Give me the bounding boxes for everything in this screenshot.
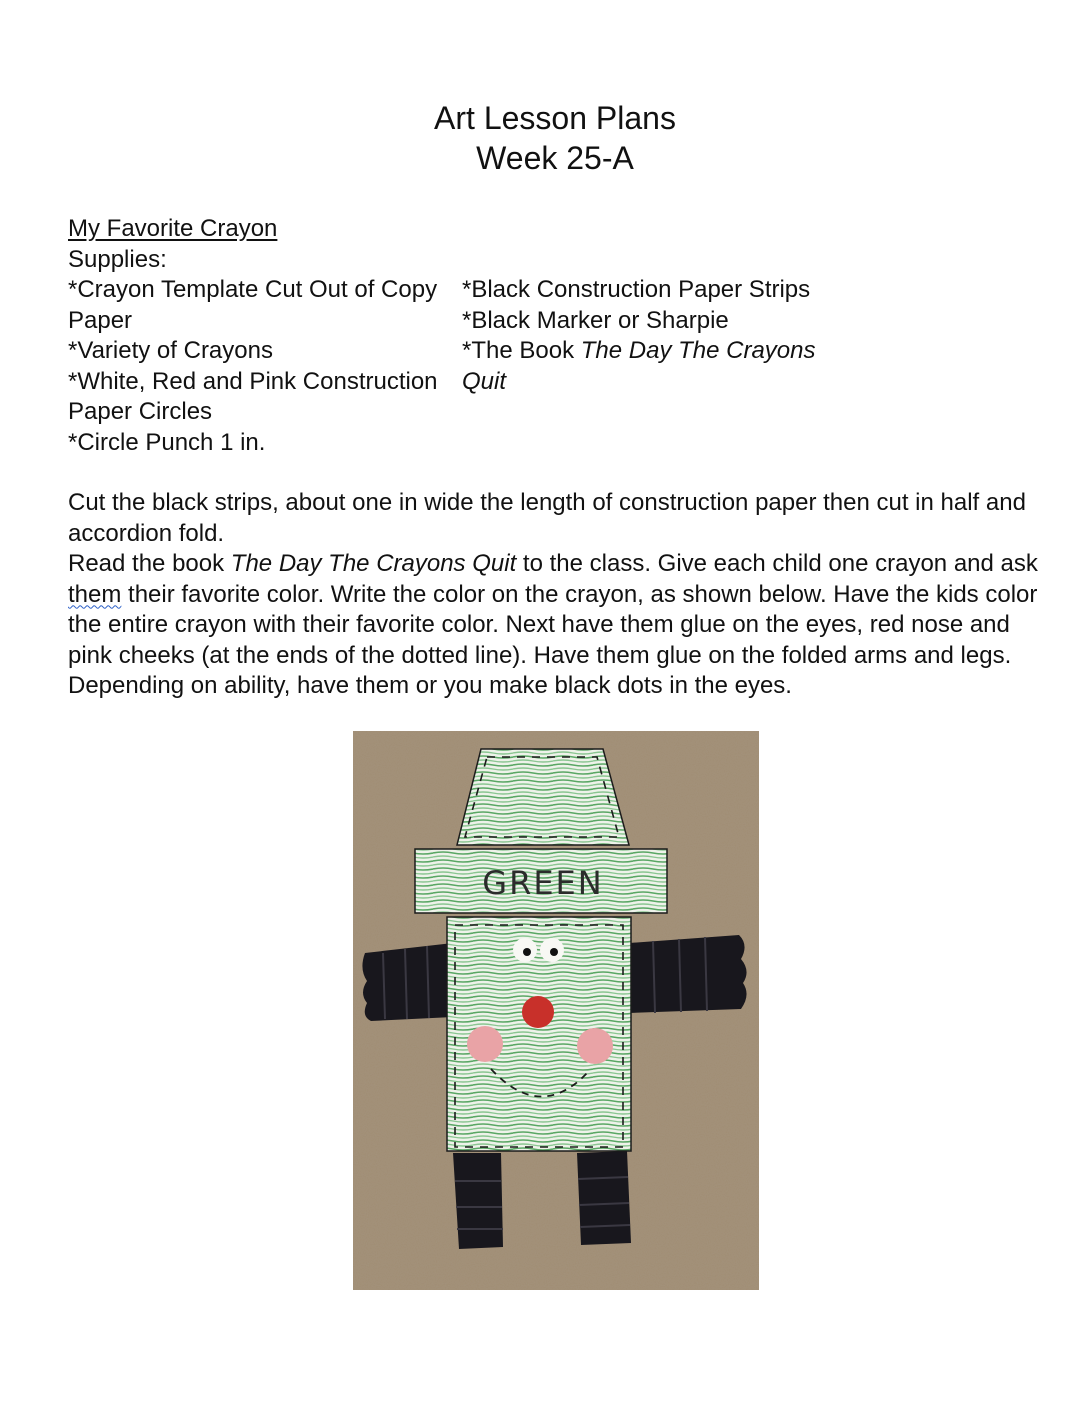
instruction-paragraph-2 [68,549,1043,702]
right-cheek [577,1028,613,1064]
nose [522,996,554,1028]
supplies-list-left [68,275,448,458]
right-arm [629,935,747,1013]
supply-item: *Black Marker or Sharpie [462,306,729,334]
instruction-text: to the class. Give each child one crayon and ask [516,550,1038,577]
supplies-label: Supplies: [68,246,167,273]
supply-item: *Crayon Template Cut Out of Copy Paper [68,276,438,334]
left-pupil [523,948,531,956]
crayon-tip [457,749,629,845]
instruction-text: Read the book [68,550,231,577]
title-line-1: Art Lesson Plans [434,100,676,136]
supply-item: *Variety of Crayons [68,337,273,364]
supplies-list-right [462,275,842,397]
instructions [68,488,1043,702]
book-title: The Day The Crayons Quit [462,337,816,395]
supply-item: *Black Construction Paper Strips [462,276,811,303]
left-cheek [467,1026,503,1062]
grammar-flag-word: them [68,580,122,608]
book-title: The Day The Crayons Quit [230,550,517,577]
supply-item: *Circle Punch 1 in. [68,428,266,456]
supply-item: *White, Red and Pink Construction Paper Circles [68,367,438,425]
right-leg [577,1151,631,1245]
left-leg [453,1153,503,1249]
instruction-text: their favorite color. Write the color on the crayon, as shown below. Have the kids color the entire crayon with their favorite color. Next have them glue on the eyes, red nose and pink cheeks (at the ends of the dotted line). Have them glue on the folded arms and legs. Depending on ability, have them or you make black dots in the eyes. [68,580,1038,699]
instruction-paragraph-1: Cut the black strips, about one in wide the length of construction paper then cut in half and accordion fold. [68,489,1026,547]
supply-item [462,336,842,397]
lesson-title: My Favorite Crayon [68,215,278,242]
right-pupil [550,948,558,956]
title-line-2: Week 25-A [476,140,634,176]
crayon-craft-photo [353,731,759,1290]
crayon-label-text: GREEN [482,864,604,902]
supply-text: *The Book [462,337,581,364]
page-title [0,98,1080,178]
